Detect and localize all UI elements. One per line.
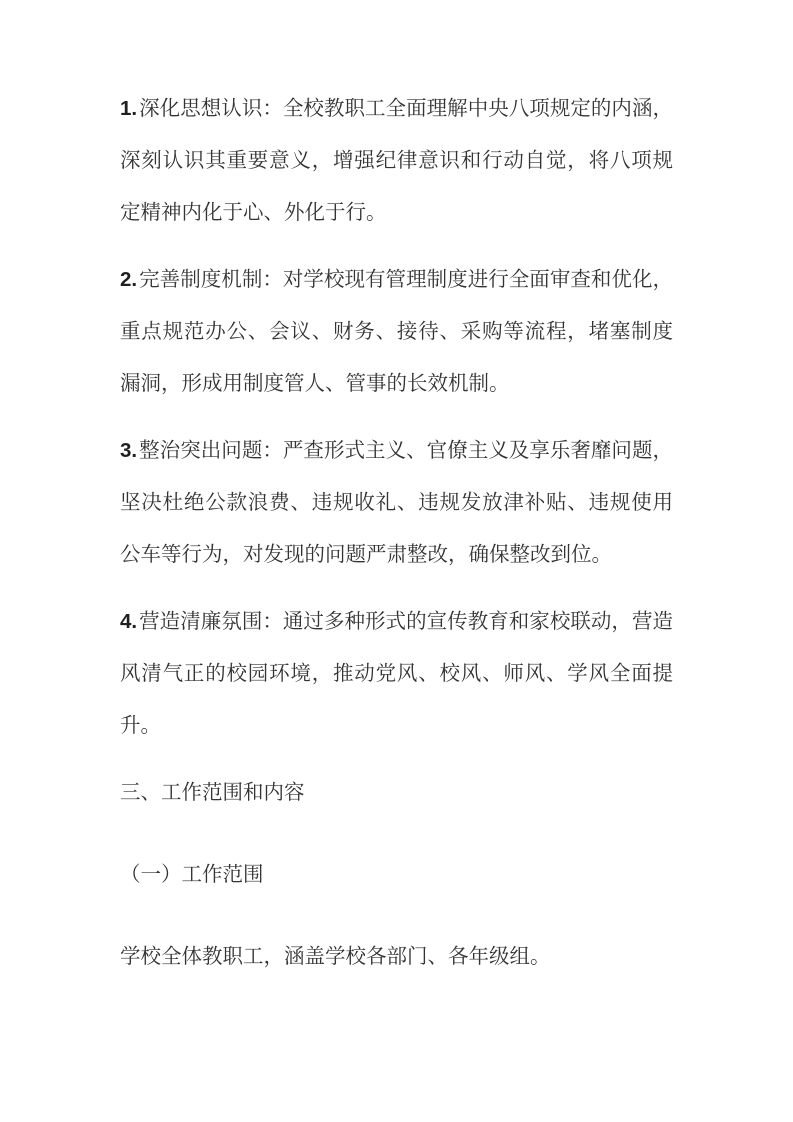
section-heading: 三、工作范围和内容 (120, 782, 305, 804)
list-number-3: 3. (120, 439, 138, 462)
list-number-4: 4. (120, 610, 138, 633)
list-item-4 (120, 596, 673, 752)
scope-paragraph: 学校全体教职工，涵盖学校各部门、各年级组。 (120, 946, 551, 968)
list-number-2: 2. (120, 268, 138, 291)
list-number-1: 1. (120, 97, 138, 120)
subsection-heading: （一）工作范围 (120, 864, 264, 886)
list-item-2 (120, 254, 673, 410)
list-item-1-text: 深化思想认识：全校教职工全面理解中央八项规定的内涵，深刻认识其重要意义，增强纪律意识和行动自觉，将八项规定精神内化于心、外化于行。 (120, 98, 673, 224)
list-item-1 (120, 83, 673, 239)
list-item-4-text: 营造清廉氛围：通过多种形式的宣传教育和家校联动，营造风清气正的校园环境，推动党风、校风、师风、学风全面提升。 (120, 611, 673, 737)
list-item-3 (120, 425, 673, 581)
list-item-3-text: 整治突出问题：严查形式主义、官僚主义及享乐奢靡问题，坚决杜绝公款浪费、违规收礼、违规发放津补贴、违规使用公车等行为，对发现的问题严肃整改，确保整改到位。 (120, 440, 673, 566)
list-item-2-text: 完善制度机制：对学校现有管理制度进行全面审查和优化，重点规范办公、会议、财务、接待、采购等流程，堵塞制度漏洞，形成用制度管人、管事的长效机制。 (120, 269, 673, 395)
